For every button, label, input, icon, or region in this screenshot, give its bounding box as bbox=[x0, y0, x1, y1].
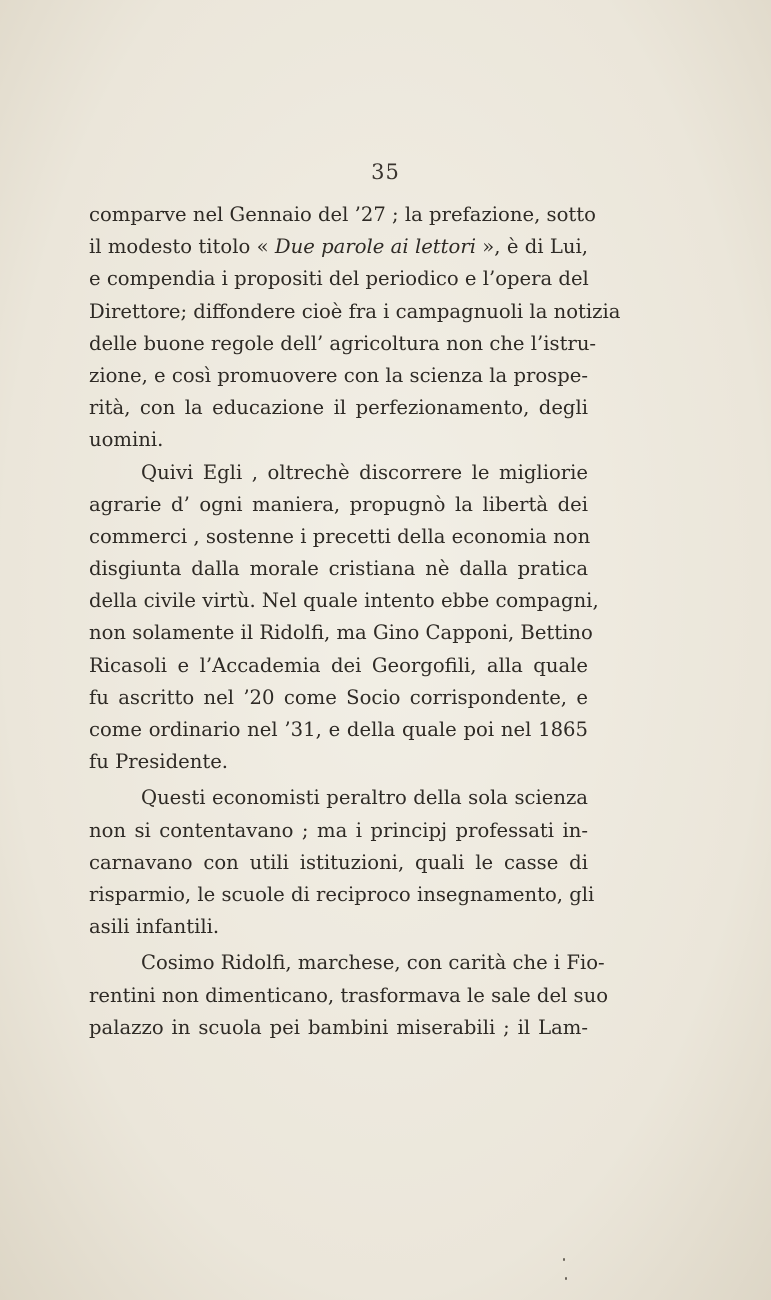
text-line: palazzo in scuola pei bambini miserabili ; il Lam- bbox=[89, 1015, 588, 1039]
text-line bbox=[89, 231, 588, 263]
paragraph-4 bbox=[89, 947, 609, 1044]
ink-speck bbox=[563, 1258, 565, 1261]
text-line: come ordinario nel ’31, e della quale poi nel 1865 bbox=[89, 718, 588, 741]
text-line: Cosimo Ridolfi, marchese, con carità che i Fio- bbox=[141, 951, 605, 975]
page-number: 35 bbox=[371, 160, 400, 184]
italic-title: Due parole ai lettori bbox=[274, 235, 476, 259]
text-line: non si contentavano ; ma i principj professati in- bbox=[89, 818, 588, 842]
text-line: commerci , sostenne i precetti della economia non bbox=[89, 524, 591, 548]
text-line: Questi economisti peraltro della sola scienza bbox=[141, 786, 588, 810]
text-line: disgiunta dalla morale cristiana nè dalla pratica bbox=[89, 557, 588, 581]
text-line: fu Presidente. bbox=[89, 750, 229, 774]
text-fragment: », è di Lui, bbox=[475, 235, 588, 259]
paragraph-2 bbox=[89, 457, 599, 779]
text-line: rentini non dimenticano, trasformava le sale del suo bbox=[89, 983, 609, 1007]
text-line: non solamente il Ridolfi, ma Gino Capponi, Bettino bbox=[89, 621, 593, 645]
text-line: risparmio, le scuole di reciproco insegnamento, gli bbox=[89, 882, 595, 906]
text-line: zione, e così promuovere con la scienza la prospe- bbox=[89, 363, 588, 387]
ink-speck bbox=[565, 1277, 567, 1280]
body-text bbox=[89, 199, 621, 1044]
text-line: agrarie d’ ogni maniera, propugnò la libertà dei bbox=[89, 492, 588, 516]
text-line: e compendia i propositi del periodico e l’opera del bbox=[89, 267, 589, 291]
text-line: della civile virtù. Nel quale intento ebbe compagni, bbox=[89, 589, 599, 613]
text-line: asili infantili. bbox=[89, 915, 220, 939]
text-line: rità, con la educazione il perfezionamento, degli bbox=[89, 396, 588, 420]
text-line: carnavano con utili istituzioni, quali le casse di bbox=[89, 850, 588, 874]
text-line: delle buone regole dell’ agricoltura non che l’istru- bbox=[89, 331, 597, 355]
text-fragment: il modesto titolo « bbox=[89, 235, 275, 259]
text-line: Direttore; diffondere cioè fra i campagnuoli la notizia bbox=[89, 299, 621, 323]
text-line: fu ascritto nel ’20 come Socio corrispondente, e bbox=[89, 685, 588, 709]
paragraph-3 bbox=[89, 782, 595, 943]
text-line: uomini. bbox=[89, 428, 164, 452]
text-line: Quivi Egli , oltrechè discorrere le migliorie bbox=[141, 460, 588, 484]
text-line: comparve nel Gennaio del ’27 ; la prefazione, sotto bbox=[89, 203, 596, 226]
paragraph-1 bbox=[89, 199, 621, 457]
text-line: Ricasoli e l’Accademia dei Georgofili, alla quale bbox=[89, 653, 588, 677]
